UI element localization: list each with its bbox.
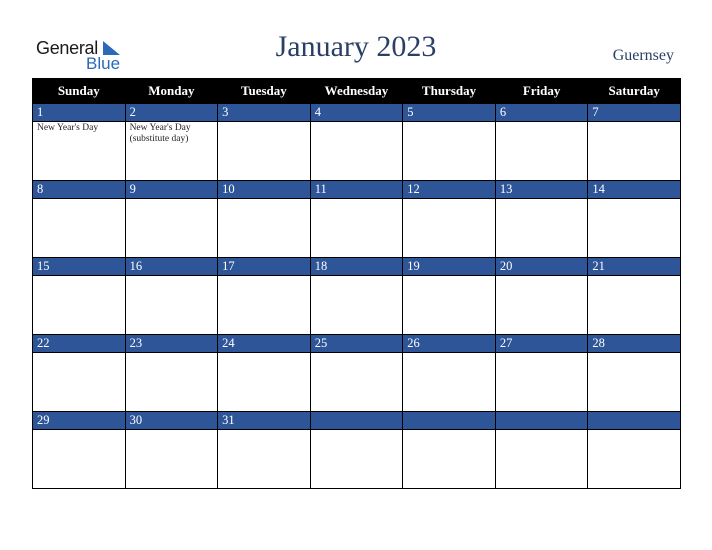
weekday-header: Thursday: [403, 79, 496, 104]
day-cell: [125, 430, 218, 489]
day-cell: [33, 430, 126, 489]
weekday-header: Friday: [495, 79, 588, 104]
day-number: 21: [588, 258, 681, 276]
holiday-label: [218, 353, 310, 354]
holiday-label: [496, 276, 588, 277]
day-cell: [125, 122, 218, 181]
day-cell: [495, 353, 588, 412]
holiday-label: [403, 353, 495, 354]
holiday-label: [218, 122, 310, 123]
day-cell: [495, 276, 588, 335]
holiday-label: [218, 276, 310, 277]
holiday-label: [33, 430, 125, 431]
day-cell: [33, 199, 126, 258]
day-number: 27: [495, 335, 588, 353]
day-number: 9: [125, 181, 218, 199]
calendar-grid: [32, 78, 681, 489]
logo-text-general: General: [36, 38, 98, 58]
day-cell: [218, 199, 311, 258]
day-number: 18: [310, 258, 403, 276]
holiday-label: [588, 199, 680, 200]
weekday-header-row: [33, 79, 681, 104]
day-number: 24: [218, 335, 311, 353]
holiday-label: [33, 276, 125, 277]
country-label: Guernsey: [612, 47, 674, 64]
day-number: 28: [588, 335, 681, 353]
weekday-header: Monday: [125, 79, 218, 104]
holiday-label: [218, 199, 310, 200]
holiday-label: [403, 199, 495, 200]
holiday-label: [126, 276, 218, 277]
day-number: 11: [310, 181, 403, 199]
day-cell: [310, 276, 403, 335]
weekday-header: Wednesday: [310, 79, 403, 104]
holiday-label: [496, 122, 588, 123]
day-cell: [403, 353, 496, 412]
day-cell: [403, 430, 496, 489]
day-cell: [125, 353, 218, 412]
day-number: 16: [125, 258, 218, 276]
holiday-label: [311, 199, 403, 200]
day-cell: [495, 122, 588, 181]
day-number: 5: [403, 104, 496, 122]
day-number: [403, 412, 496, 430]
logo-text-blue: Blue: [86, 54, 121, 73]
day-cell: [218, 353, 311, 412]
day-number: 1: [33, 104, 126, 122]
day-number: [588, 412, 681, 430]
day-number: 3: [218, 104, 311, 122]
day-cell: [588, 122, 681, 181]
day-cell: [588, 276, 681, 335]
week-number-row: [33, 412, 681, 430]
day-cell: [218, 430, 311, 489]
day-number: 29: [33, 412, 126, 430]
weekday-header: Sunday: [33, 79, 126, 104]
day-number: 26: [403, 335, 496, 353]
holiday-label: New Year's Day: [37, 123, 99, 133]
day-cell: [588, 353, 681, 412]
week-events-row: [33, 276, 681, 335]
holiday-label: [33, 353, 125, 354]
holiday-label: [496, 353, 588, 354]
day-cell: [403, 199, 496, 258]
holiday-label: [126, 199, 218, 200]
day-cell: [33, 353, 126, 412]
day-cell: [218, 122, 311, 181]
holiday-label: [496, 199, 588, 200]
day-cell: [495, 199, 588, 258]
day-number: 17: [218, 258, 311, 276]
day-number: 22: [33, 335, 126, 353]
day-number: 15: [33, 258, 126, 276]
week-events-row: [33, 122, 681, 181]
weekday-header: Saturday: [588, 79, 681, 104]
day-number: 19: [403, 258, 496, 276]
day-cell: [403, 276, 496, 335]
week-number-row: [33, 258, 681, 276]
day-cell: [588, 199, 681, 258]
holiday-label: [588, 276, 680, 277]
day-number: [495, 412, 588, 430]
day-cell: [33, 276, 126, 335]
holiday-label: [33, 199, 125, 200]
day-number: 4: [310, 104, 403, 122]
holiday-label: [311, 276, 403, 277]
holiday-label: [311, 430, 403, 431]
holiday-label: [588, 353, 680, 354]
holiday-label: [311, 122, 403, 123]
day-number: 2: [125, 104, 218, 122]
week-number-row: [33, 104, 681, 122]
holiday-label: [403, 430, 495, 431]
holiday-label: [588, 430, 680, 431]
holiday-label: [126, 353, 218, 354]
day-number: 8: [33, 181, 126, 199]
day-number: 14: [588, 181, 681, 199]
holiday-label: [218, 430, 310, 431]
day-number: [310, 412, 403, 430]
day-cell: [310, 199, 403, 258]
day-cell: [310, 353, 403, 412]
day-cell: [33, 122, 126, 181]
week-events-row: [33, 353, 681, 412]
holiday-label: [403, 276, 495, 277]
week-number-row: [33, 335, 681, 353]
holiday-label: [126, 430, 218, 431]
day-cell: [125, 276, 218, 335]
day-cell: [495, 430, 588, 489]
day-number: 30: [125, 412, 218, 430]
calendar-title: January 2023: [275, 30, 437, 63]
week-events-row: [33, 430, 681, 489]
weekday-header: Tuesday: [218, 79, 311, 104]
day-number: 31: [218, 412, 311, 430]
day-number: 12: [403, 181, 496, 199]
day-number: 13: [495, 181, 588, 199]
holiday-label: [403, 122, 495, 123]
week-number-row: [33, 181, 681, 199]
day-cell: [125, 199, 218, 258]
day-number: 10: [218, 181, 311, 199]
day-number: 20: [495, 258, 588, 276]
holiday-label: [496, 430, 588, 431]
day-cell: [403, 122, 496, 181]
day-number: 7: [588, 104, 681, 122]
holiday-label: [311, 353, 403, 354]
day-number: 25: [310, 335, 403, 353]
holiday-label: New Year's Day (substitute day): [129, 123, 191, 144]
day-cell: [218, 276, 311, 335]
week-events-row: [33, 199, 681, 258]
day-cell: [310, 122, 403, 181]
holiday-label: [588, 122, 680, 123]
day-cell: [588, 430, 681, 489]
day-cell: [310, 430, 403, 489]
day-number: 6: [495, 104, 588, 122]
day-number: 23: [125, 335, 218, 353]
